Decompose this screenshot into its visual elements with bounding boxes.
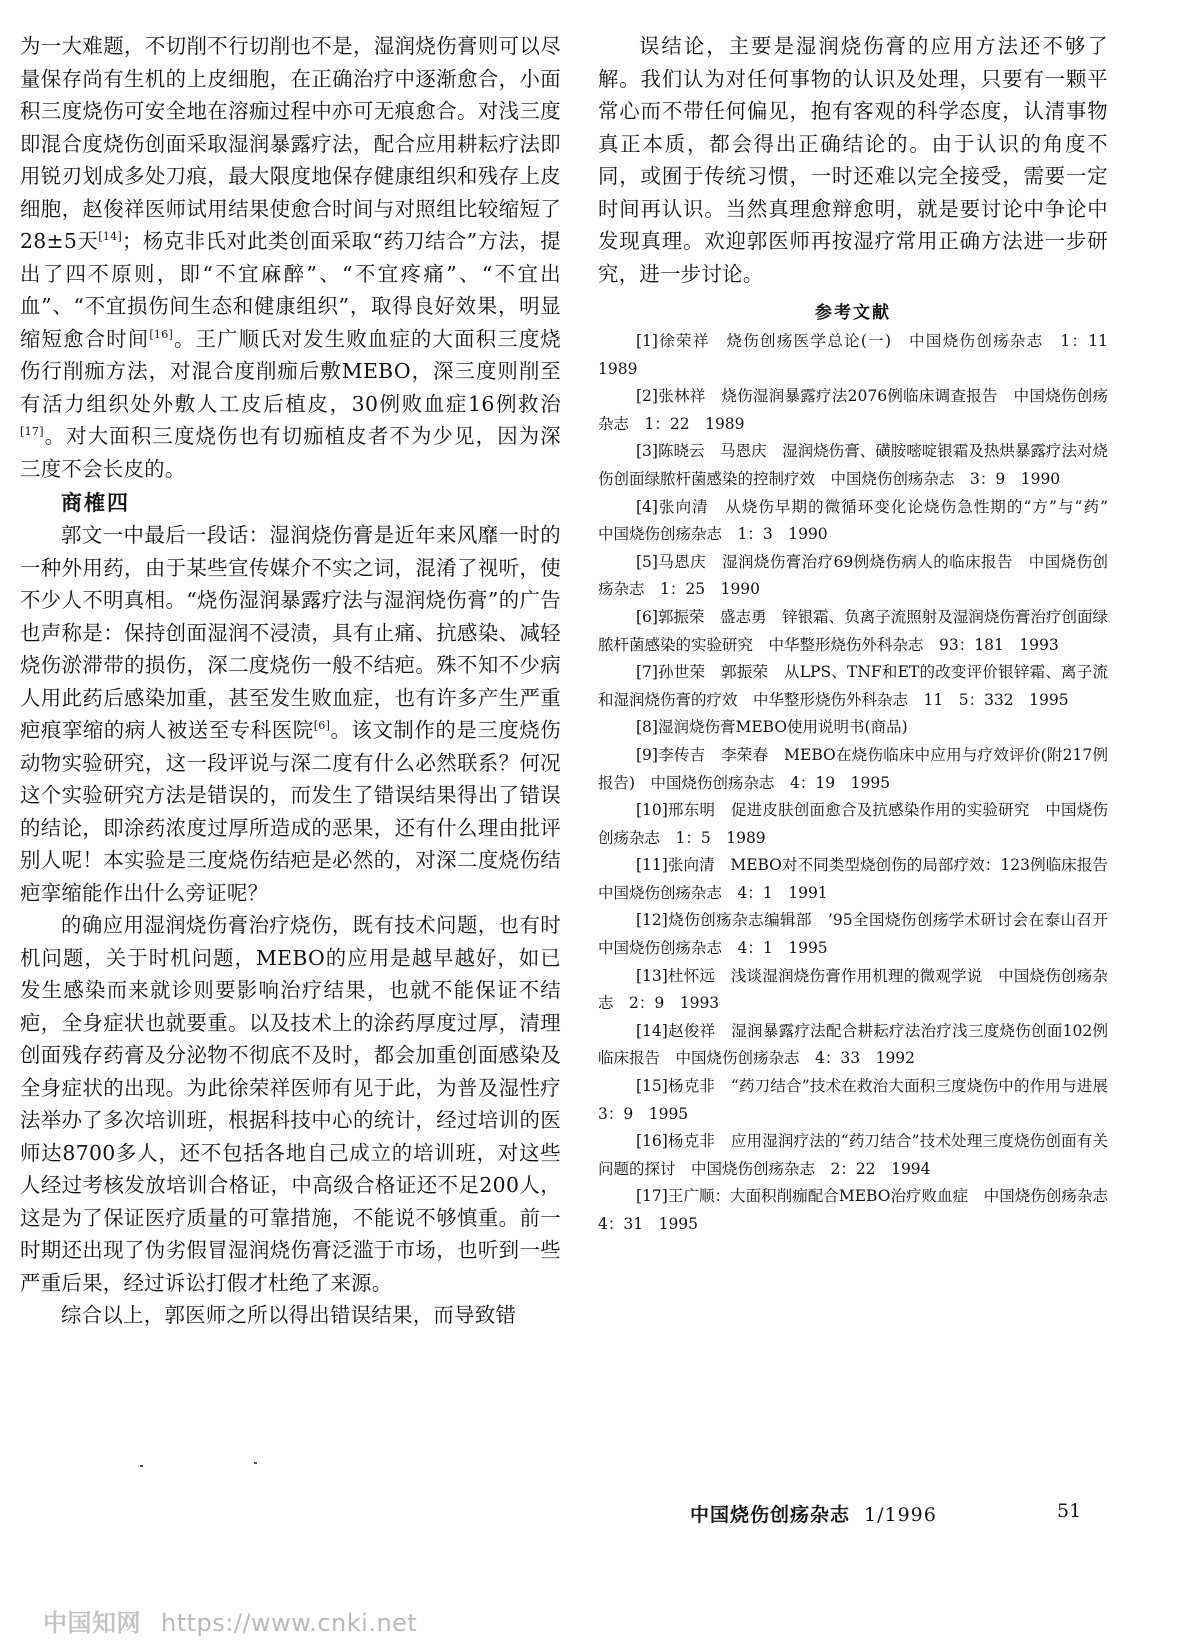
body-paragraph <box>20 30 561 485</box>
citation-marker: [16] <box>149 327 174 341</box>
reference-list <box>598 328 1124 1239</box>
body-paragraph: 的确应用湿润烧伤膏治疗烧伤，既有技术问题，也有时机问题，关于时机问题，MEBO的应用是越早越好，如已发生感染而来就诊则要影响治疗结果，也就不能保证不结疤，全身症状也就要重。以及技术上的涂药厚度过厚，清理创面残存药膏及分泌物不彻底不及时，都会加重创面感染及全身症状的出现。为此徐荣祥医师有见于此，为普及湿性疗法举办了多次培训班，根据科技中心的统计，经过培训的医师达8700多人，还不包括各地自己成立的培训班，对这些人经过考核发放培训合格证，中高级合格证还不足200人，这是为了保证医疗质量的可靠措施，不能说不够慎重。前一时期还出现了伪劣假冒湿润烧伤膏泛滥于市场，也听到一些严重后果，经过诉讼打假才杜绝了来源。 <box>20 913 561 1295</box>
page-footer <box>690 1500 937 1527</box>
paragraph-text: 。王广顺氏对发生败血症的大面积三度烧伤行削痂方法，对混合度削痂后敷MEBO，深三度则削至有活力组织处外敷人工皮后植皮，30例败血症16例救治 <box>20 326 561 416</box>
scan-speck <box>140 1465 143 1467</box>
watermark-url[interactable]: https://www.cnki.net <box>161 1609 418 1637</box>
paragraph-text: ；杨克非氏对此类创面采取“药刀结合”方法，提出了四不原则，即“不宜麻醉”、“不宜疼痛”、“不宜出血”、“不宜损伤间生态和健康组织”，取得良好效果，明显缩短愈合时间 <box>20 229 561 351</box>
left-column <box>20 30 561 1332</box>
issue-number: 1/1996 <box>864 1504 937 1526</box>
body-paragraph <box>20 519 561 909</box>
reference-item: [3]陈晓云 马恩庆 湿润烧伤膏、磺胺嘧啶银霜及热烘暴露疗法对烧伤创面绿脓杆菌感染的控制疗效 中国烧伤创疡杂志 3：9 1990 <box>598 442 1108 488</box>
reference-item: [1]徐荣祥 烧伤创疡医学总论(一) 中国烧伤创疡杂志 1：11 1989 <box>598 332 1124 378</box>
section-heading: 商榷四 <box>61 490 130 515</box>
watermark-brand: 中国知网 <box>43 1609 141 1637</box>
paragraph-text: 郭文一中最后一段话：湿润烧伤膏是近年来风靡一时的一种外用药，由于某些宣传媒介不实之词，混淆了视听，使不少人不明真相。“烧伤湿润暴露疗法与湿润烧伤膏”的广告也声称是：保持创面湿润不浸渍，具有止痛、抗感染、减轻烧伤淤滞带的损伤，深二度烧伤一般不结疤。殊不知不少病人用此药后感染加重，甚至发生败血症，也有许多产生严重疤痕挛缩的病人被送至专科医院 <box>20 523 561 742</box>
body-paragraph: 误结论，主要是湿润烧伤膏的应用方法还不够了解。我们认为对任何事物的认识及处理，只要有一颗平常心而不带任何偏见，抱有客观的科学态度，认清事物真正本质，都会得出正确结论的。由于认识的角度不同，或囿于传统习惯，一时还难以完全接受，需要一定时间再认识。当然真理愈辩愈明，就是要讨论中争论中发现真理。欢迎郭医师再按湿疗常用正确方法进一步研究，进一步讨论。 <box>598 34 1108 286</box>
paragraph-text: 。该文制作的是三度烧伤动物实验研究，这一段评说与深二度有什么必然联系？何况这个实验研究方法是错误的，而发生了错误结果得出了错误的结论，即涂药浓度过厚所造成的恶果，还有什么理由批评别人呢！本实验是三度烧伤结疤是必然的，对深二度烧伤结疤挛缩能作出什么旁证呢？ <box>20 718 561 905</box>
reference-item: [9]李传吉 李荣春 MEBO在烧伤临床中应用与疗效评价(附217例报告) 中国烧伤创疡杂志 4：19 1995 <box>598 745 1108 792</box>
body-paragraph: 综合以上，郭医师之所以得出错误结果，而导致错 <box>61 1303 517 1327</box>
watermark <box>43 1603 417 1638</box>
reference-item: [13]杜怀远 浅谈湿润烧伤膏作用机理的微观学说 中国烧伤创疡杂志 2：9 1993 <box>598 966 1108 1013</box>
reference-item: [11]张向清 MEBO对不同类型烧创伤的局部疗效：123例临床报告 中国烧伤创疡杂志 4：1 1991 <box>598 856 1124 902</box>
reference-item: [16]杨克非 应用湿润疗法的“药刀结合”技术处理三度烧伤创面有关问题的探讨 中国烧伤创疡杂志 2：22 1994 <box>598 1132 1108 1178</box>
reference-item: [7]孙世荣 郭振荣 从LPS、TNF和ET的改变评价银锌霜、离子流和湿润烧伤膏的疗效 中华整形烧伤外科杂志 11 5：332 1995 <box>598 663 1108 709</box>
reference-item: [14]赵俊祥 湿润暴露疗法配合耕耘疗法治疗浅三度烧伤创面102例临床报告 中国烧伤创疡杂志 4：33 1992 <box>598 1021 1108 1068</box>
reference-item: [6]郭振荣 盛志勇 锌银霜、负离子流照射及湿润烧伤膏治疗创面绿脓杆菌感染的实验研究 中华整形烧伤外科杂志 93：181 1993 <box>598 607 1108 654</box>
citation-marker: [14] <box>98 230 123 244</box>
reference-item: [10]邢东明 促进皮肤创面愈合及抗感染作用的实验研究 中国烧伤创疡杂志 1：5 1989 <box>598 801 1108 847</box>
reference-item: [17]王广顺：大面积削痂配合MEBO治疗败血症 中国烧伤创疡杂志 4：31 1995 <box>598 1187 1124 1233</box>
reference-item: [12]烧伤创疡杂志编辑部 ’95全国烧伤创疡学术研讨会在泰山召开 中国烧伤创疡杂志 4：1 1995 <box>598 911 1124 958</box>
paragraph-text: 。对大面积三度烧伤也有切痂植皮者不为少见，因为深三度不会长皮的。 <box>20 424 561 481</box>
right-column <box>598 30 1124 1239</box>
paragraph-text: 为一大难题，不切削不行切削也不是，湿润烧伤膏则可以尽量保存尚有生机的上皮细胞，在正确治疗中逐渐愈合，小面积三度烧伤可安全地在溶痂过程中亦可无痕愈合。对浅三度即混合度烧伤创面采取湿润暴露疗法，配合应用耕耘疗法即用锐刃划成多处刀痕，最大限度地保存健康组织和残存上皮细胞，赵俊祥医师试用结果使愈合时间与对照组比较缩短了28±5天 <box>20 34 561 253</box>
reference-item: [15]杨克非 “药刀结合”技术在救治大面积三度烧伤中的作用与进展 3：9 1995 <box>598 1077 1124 1123</box>
reference-item: [2]张林祥 烧伤湿润暴露疗法2076例临床调查报告 中国烧伤创疡杂志 1：22 1989 <box>598 387 1108 433</box>
citation-marker: [17] <box>20 425 44 439</box>
page-number: 51 <box>1057 1500 1082 1522</box>
citation-marker: [6] <box>313 719 331 733</box>
reference-item: [4]张向清 从烧伤早期的微循环变化论烧伤急性期的“方”与“药” 中国烧伤创疡杂志 1：3 1990 <box>598 497 1124 544</box>
scan-speck <box>254 1462 257 1464</box>
reference-item: [5]马恩庆 湿润烧伤膏治疗69例烧伤病人的临床报告 中国烧伤创疡杂志 1：25 1990 <box>598 552 1108 599</box>
journal-name: 中国烧伤创疡杂志 <box>690 1504 851 1526</box>
references-title: 参考文献 <box>815 303 891 323</box>
reference-item: [8]湿润烧伤膏MEBO使用说明书(商品) <box>636 718 908 737</box>
